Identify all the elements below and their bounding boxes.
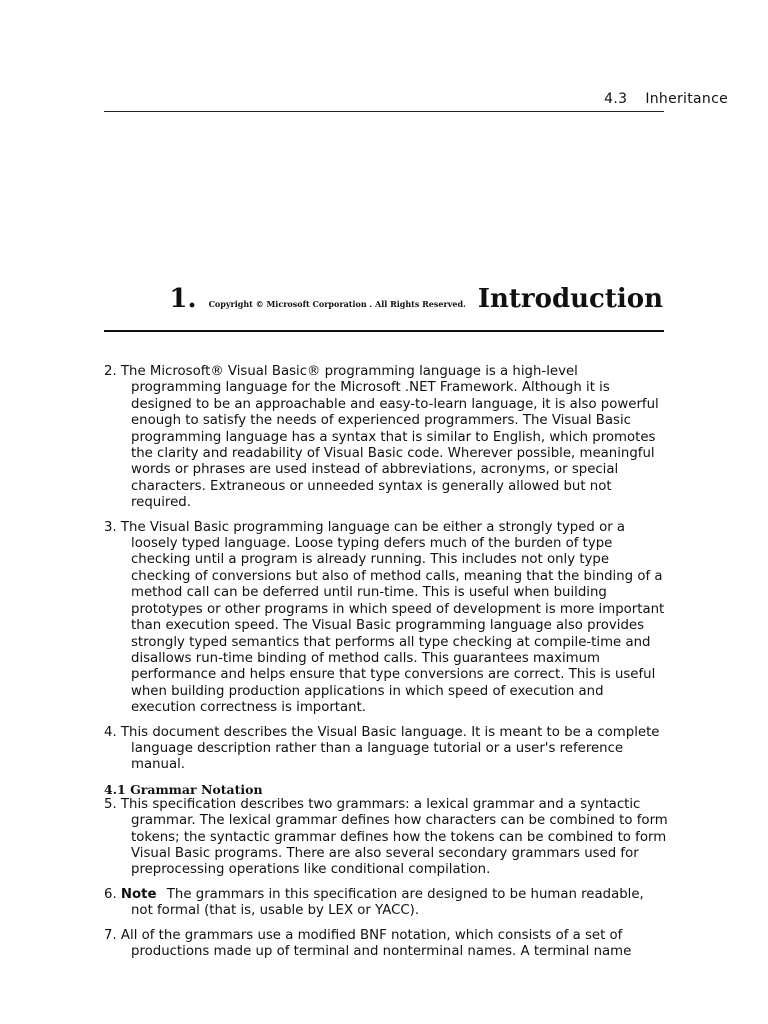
paragraph-5 [104, 797, 669, 879]
paragraph-number: 4. [104, 724, 117, 740]
paragraph-2 [104, 364, 669, 512]
header-rule [104, 111, 664, 112]
paragraph-number: 6. [104, 886, 117, 902]
paragraph-3 [104, 520, 669, 717]
paragraph-text: This document describes the Visual Basic language. It is meant to be a complete language description rather than a language tutorial or a user's reference manual. [120, 724, 660, 773]
paragraph-number: 7. [104, 927, 117, 943]
chapter-name: Introduction [477, 284, 663, 314]
chapter-title [104, 284, 663, 314]
paragraph-4 [104, 725, 669, 774]
paragraph-text: All of the grammars use a modified BNF notation, which consists of a set of productions made up of terminal and nonterminal names. A terminal name [120, 927, 632, 959]
paragraph-number: 5. [104, 796, 117, 812]
running-header [604, 91, 728, 107]
paragraph-number: 2. [104, 364, 117, 379]
paragraph-number: 3. [104, 519, 117, 535]
paragraph-text: The grammars in this specification are designed to be human readable, not formal (that is, usable by LEX or YACC). [131, 886, 644, 919]
paragraph-6 [104, 887, 669, 920]
copyright-notice: Copyright © Microsoft Corporation . All Rights Reserved. [208, 299, 466, 309]
body-content [104, 364, 669, 960]
paragraph-text: The Visual Basic programming language can be either a strongly typed or a loosely typed language. Loose typing defers much of the burden of type checking until a program is already running. This includes not only type checking of conversions but also of method calls, meaning that the binding of a method call can be deferred until run-time. This is useful when building prototypes or other programs in which speed of development is more important than execution speed. The Visual Basic programming language also provides strongly typed semantics that performs all type checking at compile-time and disallows run-time binding of method calls. This guarantees maximum performance and helps ensure that type conversions are correct. This is useful when building production applications in which speed of execution and execution correctness is important. [120, 519, 665, 716]
paragraph-7 [104, 928, 669, 960]
paragraph-text: This specification describes two grammars: a lexical grammar and a syntactic grammar. The lexical grammar defines how characters can be combined to form tokens; the syntactic grammar defines how the tokens can be combined to form Visual Basic programs. There are also several secondary grammars used for preprocessing operations like conditional compilation. [120, 796, 668, 878]
running-header-number: 4.3 [604, 91, 628, 107]
chapter-number: 1. [169, 284, 197, 314]
running-header-title: Inheritance [645, 91, 728, 107]
note-label: Note [120, 886, 157, 902]
section-heading: 4.1 Grammar Notation [104, 781, 263, 797]
paragraph-text: The Microsoft® Visual Basic® programming language is a high-level programming language for the Microsoft .NET Framework. Although it is designed to be an approachable and easy-to-learn language, it is also powerful enough to satisfy the needs of experienced programmers. The Visual Basic programming language has a syntax that is similar to English, which promotes the clarity and readability of Visual Basic code. Wherever possible, meaningful words or phrases are used instead of abbreviations, acronyms, or special characters. Extraneous or unneeded syntax is generally allowed but not required. [120, 364, 659, 511]
title-rule [104, 330, 664, 332]
